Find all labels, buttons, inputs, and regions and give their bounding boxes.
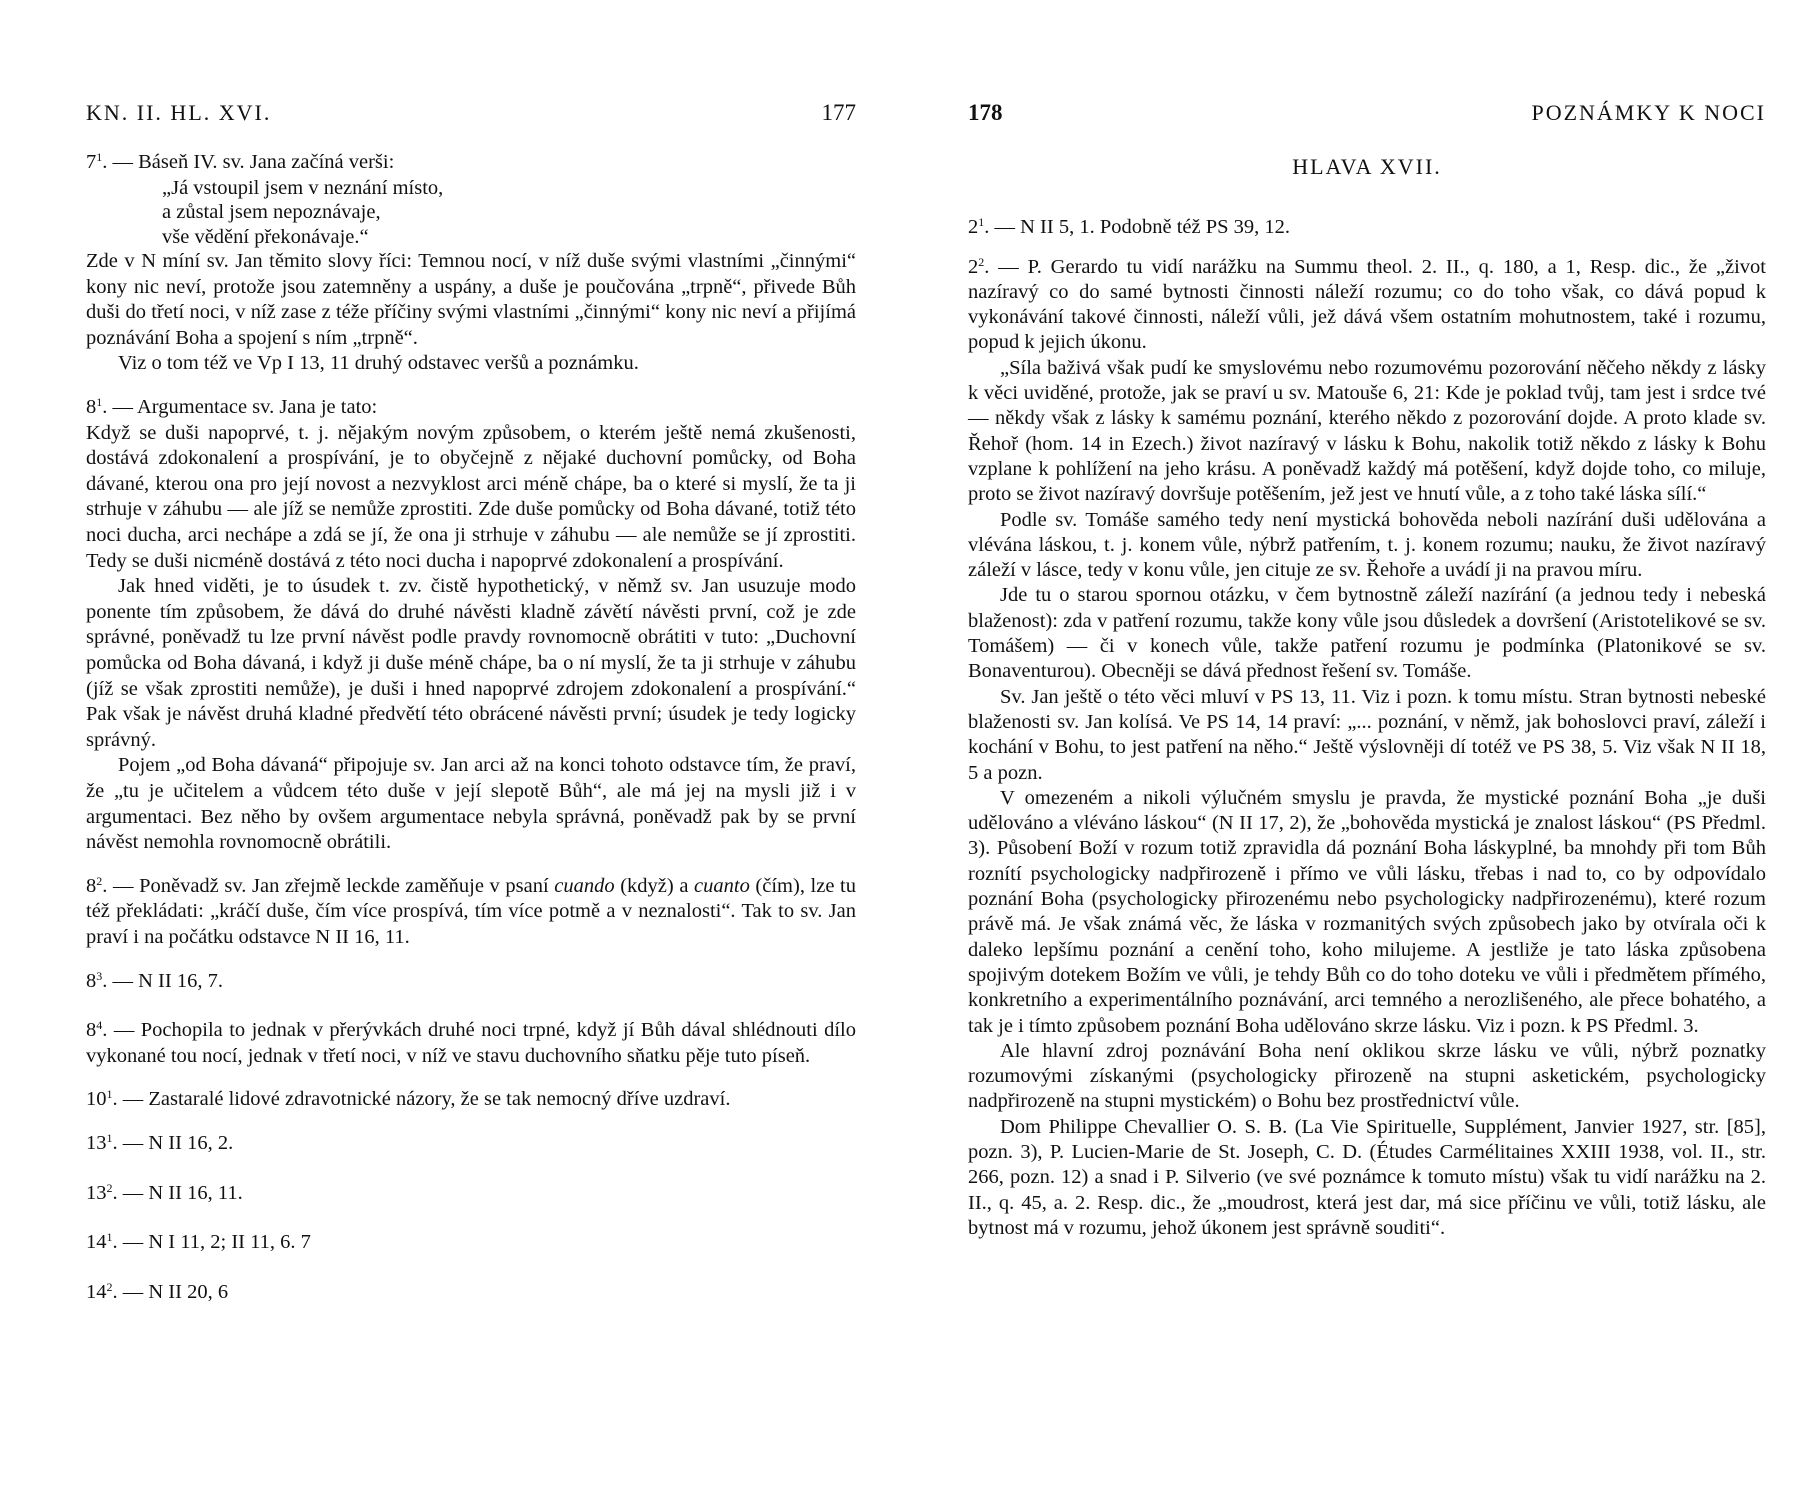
note-paragraph: Jak hned viděti, je to úsudek t. zv. čistě hypothetický, v němž sv. Jan usuzuje modo ponente tím způsobem, že dává do druhé návěsti kladně závětí návěsti první, což je zde správné, poněvadž tu lze první návěst podle pravdy rovnomocně obrátiti v tuto: „Duchovní pomůcka od Boha dávaná, i když ji duše méně chápe, ba o ní myslí, že ta ji strhuje v záhubu (jíž se však zprostiti nemůže), je duši i hned napoprvé zdrojem zdokonalení a prospívání.“ Pak však je návěst druhá kladné předvětí této obrácené návěsti první; úsudek je tedy logicky správný. <box>86 575 856 751</box>
note-text: . — N II 16, 11. <box>112 1181 243 1204</box>
note-sup: 1 <box>96 150 103 164</box>
right-page <box>968 0 1766 1500</box>
left-page <box>86 0 856 1500</box>
note-sup: 4 <box>96 1018 103 1033</box>
note-sup: 1 <box>96 395 103 410</box>
note-8-4 <box>86 1018 856 1069</box>
note-sup: 2 <box>106 1279 113 1294</box>
verse-line: „Já vstoupil jsem v neznání místo, <box>162 176 444 199</box>
note-paragraph: Viz o tom též ve Vp I 13, 11 druhý odstavec veršů a poznámku. <box>118 352 639 375</box>
note-ref: 8 <box>86 874 97 897</box>
note-paragraph <box>86 1018 856 1069</box>
chapter-title: HLAVA XVII. <box>1292 154 1442 179</box>
note-ref: 8 <box>86 1019 97 1042</box>
note-ref: 2 <box>968 255 979 278</box>
note-ref: 13 <box>86 1131 107 1154</box>
note-paragraph: Když se duši napoprvé, t. j. nějakým novým způsobem, o kterém ještě nemá zkušenosti, dostává zdokonalení a prospívání, je to obyčejně z nějaké duchovní pomůcky, od Boha dávané, kterou ona pro její novost a nezvyklost arci méně chápe, ba o které si myslí, že ta ji strhuje v záhubu — ale jíž se nemůže zprostiti. Zde duše pomůcky od Boha dávané, totiž této noci ducha, arci nechápe a zdá se jí, že ona ji strhuje v záhubu — ale nemůže se jí zprostiti. Tedy se duši nicméně dostává z této noci ducha i napoprvé zdokonalení a prospívání. <box>86 421 856 572</box>
note-sup: 2 <box>96 873 103 888</box>
verse-quote <box>162 176 856 250</box>
note-13-2 <box>86 1181 856 1207</box>
note-7-1 <box>86 150 856 377</box>
left-page-number: 177 <box>821 100 856 125</box>
note-sup: 2 <box>978 254 985 269</box>
note-sup: 1 <box>106 1230 113 1245</box>
note-sup: 1 <box>106 1087 113 1102</box>
note-8-1 <box>86 395 856 856</box>
verse-line: vše vědění překonávaje.“ <box>162 225 369 248</box>
left-header-title: KN. II. HL. XVI. <box>86 100 272 125</box>
note-paragraph: „Síla baživá však pudí ke smyslovému nebo rozumovému pozorování něčeho někdy z lásky k věci uviděné, protože, jak se praví u sv. Matouše 6, 21: Kde je poklad tvůj, tam jest i srdce tvé — někdy však z lásky k samému poznání, kterého někdo z pozorování dojde. A proto klade sv. Řehoř (hom. 14 in Ezech.) život nazíravý v lásku k Bohu, nakolik totiž někdo z lásky k Bohu vzplane k pohlížení na jeho krásu. A poněvadž každý má potěšení, když dojde toho, co miluje, proto se život nazíravý dovršuje potěšením, jež jest ve hnutí vůle, a z toho také láska sílí.“ <box>968 356 1766 506</box>
note-text: . — P. Gerardo tu vidí narážku na Summu theol. 2. II., q. 180, a 1, Resp. dic., že „život nazíravý co do samé bytnosti činnosti náleží rozumu; co do toho však, co dává popud k vykonávání takové činnosti, náleží vůli, jež dává všem ostatním mohutnostem, také i rozumu, popud k jejich úkonu. <box>968 255 1766 354</box>
note-paragraph: Pojem „od Boha dávaná“ připojuje sv. Jan arci až na konci tohoto odstavce tím, že praví, že „tu je učitelem a vůdcem této duše v její slepotě Bůh“, ale má jej na mysli již i v argumentaci. Bez něho by ovšem argumentace nebyla správná, poněvadž pak by se první návěst nemohla rovnomocně obrátili. <box>86 754 856 854</box>
note-text: . — N II 16, 7. <box>102 969 223 992</box>
note-paragraph: Dom Philippe Chevallier O. S. B. (La Vie Spirituelle, Supplément, Janvier 1927, str. [85], pozn. 3), P. Lucien-Marie de St. Joseph, C. D. (Études Carmélitaines XXIII 1938, vol. II., str. 266, pozn. 12) a snad i P. Silverio (ve své poznámce k tomuto místu) však tu vidí narážku na 2. II., q. 45, a. 2. Resp. dic., že „moudrost, která jest dar, má sice příčinu ve vůli, totiž lásku, ale bytnost má v rozumu, jehož úkonem jest správně souditi“. <box>968 1115 1766 1239</box>
note-ref: 14 <box>86 1231 107 1254</box>
note-paragraph <box>968 215 1766 240</box>
note-text: (když) a <box>614 874 695 897</box>
note-14-1 <box>86 1230 856 1256</box>
note-sup: 1 <box>978 215 985 230</box>
note-ref: 2 <box>968 216 979 239</box>
note-paragraph <box>86 874 856 951</box>
note-text: . — Argumentace sv. Jana je tato: <box>102 396 378 419</box>
note-paragraph: Zde v N míní sv. Jan těmito slovy říci: Temnou nocí, v níž duše svými vlastními „činnými“ kony nic neví, protože jsou zatemněny a uspány, a duše je poučována „trpně“, přivede Bůh duši do třetí noci, v níž zase z téže příčiny svými vlastními „činnými“ kony nic neví a přijímá poznávání Boha a spojení s ním „trpně“. <box>86 250 856 349</box>
note-paragraph <box>968 255 1766 356</box>
note-ref: 10 <box>86 1088 107 1111</box>
note-text: . — N II 5, 1. Podobně též PS 39, 12. <box>984 216 1291 239</box>
note-14-2 <box>86 1280 856 1306</box>
note-text: . — N I 11, 2; II 11, 6. 7 <box>112 1231 311 1254</box>
note-7-1-intro <box>86 150 856 176</box>
note-text: . — N II 16, 2. <box>112 1131 234 1154</box>
note-text: . — Báseň IV. sv. Jana začíná verši: <box>102 151 395 173</box>
note-8-1-intro <box>86 395 856 421</box>
note-ref: 14 <box>86 1280 107 1303</box>
note-ref: 7 <box>86 151 97 173</box>
right-running-head <box>968 100 1766 130</box>
right-header-title: POZNÁMKY K NOCI <box>1531 100 1766 125</box>
right-page-number: 178 <box>968 100 1003 125</box>
note-paragraph <box>86 1087 856 1113</box>
italic-word-cuando: cuando <box>554 874 615 897</box>
left-running-head <box>86 100 856 130</box>
left-page-body <box>86 150 856 1329</box>
note-text: . — Zastaralé lidové zdravotnické názory, že se tak nemocný dříve uzdraví. <box>112 1088 731 1111</box>
note-paragraph: Ale hlavní zdroj poznávání Boha není oklikou skrze lásku ve vůli, nýbrž poznatky rozumovými získanými (psychologicky přirozeně na stupni asketickém, psychologicky nadpřirozeně na stupni mystickém) o Bohu bez prostřednictví vůle. <box>968 1039 1766 1113</box>
note-sup: 1 <box>106 1130 113 1145</box>
note-text: (čím), lze tu též překládati: „kráčí duše, čím více prospívá, tím více potmě a v neznalosti“. Tak to sv. Jan praví i na počátku odstavce N II 16, 11. <box>86 874 856 948</box>
note-sup: 2 <box>106 1180 113 1195</box>
note-paragraph: Sv. Jan ještě o této věci mluví v PS 13, 11. Viz i pozn. k tomu místu. Stran bytnosti nebeské blaženosti sv. Jan kolísá. Ve PS 14, 14 praví: „... poznání, v němž, jak bohoslovci praví, záleží i kochání v Bohu, to jest patření na něho.“ Ještě výslovněji dí totéž ve PS 38, 5. Viz však N II 18, 5 a pozn. <box>968 685 1766 784</box>
note-10-1 <box>86 1087 856 1113</box>
note-paragraph: Podle sv. Tomáše samého tedy není mystická bohověda neboli nazírání duši udělována a vlévána láskou, t. j. konem vůle, nýbrž patřením, t. j. konem rozumu; nauku, že život nazíravý záleží v lásce, tedy v konu vůle, jen cituje ze sv. Řehoře a uvádí ji na pravou míru. <box>968 508 1766 582</box>
note-2-2 <box>968 255 1766 1242</box>
note-paragraph: Jde tu o starou spornou otázku, v čem bytnostně záleží nazírání (a jednou tedy i nebeská blaženost): zda v patření rozumu, takže kony vůle jsou důsledek a dovršení (Aristotelikové se sv. Tomášem) — či v konech vůle, takže patření rozumu je podmínka (Platonikové se sv. Bonaventurou). Obecněji se dává přednost řešení sv. Tomáše. <box>968 584 1766 683</box>
note-text: . — Pochopila to jednak v přerývkách druhé noci trpné, když jí Bůh dával shlédnouti dílo vykonané tou nocí, jednak v třetí noci, v níž ve stavu duchovního sňatku pěje tuto píseň. <box>86 1019 856 1067</box>
note-sup: 3 <box>96 968 103 983</box>
right-page-body <box>968 152 1766 1255</box>
note-ref: 8 <box>86 396 97 419</box>
note-8-3 <box>86 969 856 995</box>
note-paragraph: V omezeném a nikoli výlučném smyslu je pravda, že mystické poznání Boha „je duši udělováno a vléváno láskou“ (N II 17, 2), že „bohověda mystická je znalost láskou“ (PS Předml. 3). Působení Boží v rozum totiž zpravidla dá poznání Boha láskyplné, ba mnohdy při tom Bůh roznítí psychologicky nadpřirozeně i přímo ve vůli lásku, třebas i nad to, co by odpovídalo poznání Boha (psychologicky přirozenému nebo psychologicky nadpřirozenému), které rozum právě má. Je však známá věc, že láska v rozmanitých svých způsobech jako by otvírala oči k daleko lepšímu poznání a cenění toho, koho milujeme. A jestliže je tato láska způsobena spojivým dotekem Božím ve vůli, je tehdy Bůh co do toho doteku ve vůli i předmětem přímého, konkretního a experimentálního poznávání, arci temného a nerozlišeného, ale přece bohatého, a tak je i tímto způsobem poznání Boha udělováno skrze lásku. Viz i pozn. k PS Předml. 3. <box>968 786 1766 1037</box>
note-ref: 8 <box>86 969 97 992</box>
note-2-1 <box>968 215 1766 240</box>
note-text: . — Poněvadž sv. Jan zřejmě leckde zaměňuje v psaní <box>102 874 555 897</box>
note-ref: 13 <box>86 1181 107 1204</box>
note-text: . — N II 20, 6 <box>112 1280 229 1303</box>
note-8-2 <box>86 874 856 951</box>
verse-line: a zůstal jsem nepoznávaje, <box>162 201 381 224</box>
note-13-1 <box>86 1131 856 1157</box>
italic-word-cuanto: cuanto <box>694 874 750 897</box>
